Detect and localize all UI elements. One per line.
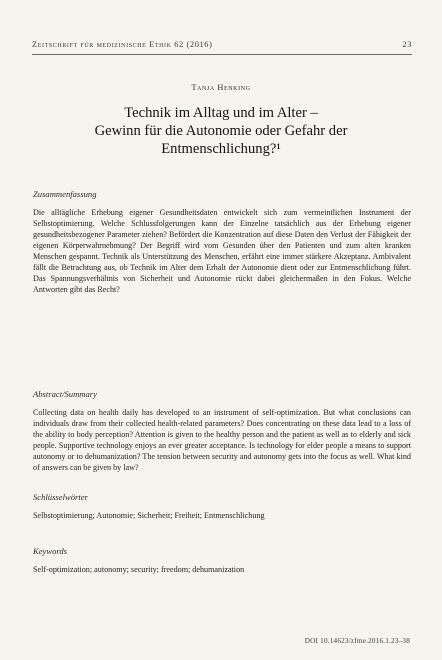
keywords-heading: Keywords [33,546,68,556]
title-line-2: Gewinn für die Autonomie oder Gefahr der [94,123,348,139]
abstract-heading: Abstract/Summary [33,389,97,399]
title-line-3: Entmenschlichung?¹ [161,141,281,157]
article-title [40,104,402,158]
journal-reference: Zeitschrift für medizinische Ethik 62 (2016) [32,40,213,49]
schluesselwoerter-heading: Schlüsselwörter [33,492,88,502]
abstract-paragraph: Collecting data on health daily has developed to an instrument of self-optimization. But what conclusions can individuals draw from their collected health-related parameters? Does concentrating on these data lead to a loss of the ability to body perception? Attention is given to the healthy person and the patient as well as to elderly and sick people. Supportive technology enjoys an ever greater acceptance. Is technology for elder people a means to support autonomy or to dehumanization? The tension between security and autonomy gets into the focus as well. What kind of answers can be given by law? [33,408,411,473]
keywords-text: Self-optimization; autonomy; security; freedom; dehumanization [33,565,245,574]
author-name: Tanja Henking [191,83,251,92]
doi-footer: DOI 10.14623/zfme.2016.1.23–38 [304,637,410,645]
running-header [32,40,412,55]
abstract-text [33,407,411,473]
title-line-1: Technik im Alltag und im Alter – [124,105,318,121]
page-number: 23 [402,40,412,49]
zusammenfassung-text [33,207,411,295]
zusammenfassung-heading: Zusammenfassung [33,189,97,199]
schluesselwoerter-text: Selbstoptimierung; Autonomie; Sicherheit; Freiheit; Entmenschlichung [33,511,265,520]
zusammenfassung-paragraph: Die alltägliche Erhebung eigener Gesundheitsdaten entwickelt sich zum vermeintlichen Instrument der Selbstoptimierung. Welche Schlussfolgerungen kann der Einzelne tatsächlich aus der Erhebung eigener gesundheitsbezogener Parameter ziehen? Befördert die Konzentration auf diese Daten den Verlust der Fähigkeit der eigenen Körperwahrnehmung? Der Begriff wird vom Gesunden über den Patienten und zum alten kranken Menschen gespannt. Technik als Unterstützung des Menschen, erfährt eine immer stärkere Akzeptanz. Ambivalent fällt die Betrachtung aus, ob Technik im Alter dem Erhalt der Autonomie dient oder zur Entmenschlichung führt. Das Spannungsverhältnis von Sicherheit und Autonomie rückt dabei gleichermaßen in den Fokus. Welche Antworten gibt das Recht? [33,208,411,295]
